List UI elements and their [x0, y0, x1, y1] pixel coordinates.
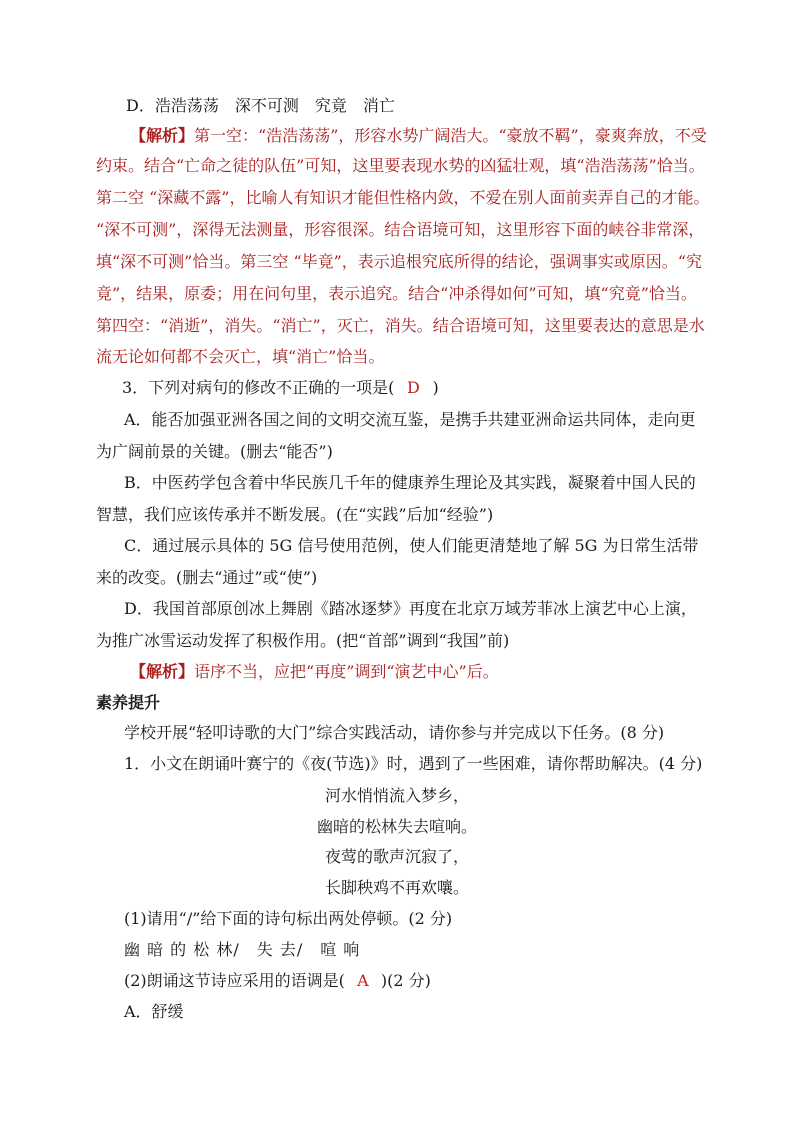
poem-line: 长脚秧鸡不再欢嚷。	[324, 878, 469, 897]
poem-line: 夜莺的歌声沉寂了，	[324, 847, 469, 866]
analysis-1-line: 约束。结合“亡命之徒的队伍”可知，这里要表现水势的凶猛壮观，填“浩浩荡荡”恰当。	[96, 156, 705, 175]
q3-option-a-cont: 为广阔前景的关键。(删去“能否”)	[96, 442, 333, 461]
poem-line: 幽暗的松林失去喧响。	[316, 817, 477, 836]
q3-analysis	[130, 661, 499, 683]
analysis-text: 第一空：“浩浩荡荡”，形容水势广阔浩大。“豪放不羁”，豪爽奔放，不受	[194, 126, 707, 145]
sub-question-2-option-a: A．舒缓	[124, 1002, 184, 1021]
analysis-1-line: “深不可测”，深得无法测量，形容很深。结合语境可知，这里形容下面的峡谷非常深，	[96, 220, 705, 239]
sub-question-1-answer: 幽 暗 的 松 林/ 失 去/ 喧 响	[124, 940, 361, 959]
q3-option-d-cont: 为推广冰雪运动发挥了积极作用。(把“首部”调到“我国”前)	[96, 631, 510, 650]
question-1-stem: 1．小文在朗诵叶赛宁的《夜(节选)》时，遇到了一些困难，请你帮助解决。(4 分)	[124, 754, 703, 773]
sub-question-2-answer: A	[357, 971, 369, 990]
sub-question-1: (1)请用“/”给下面的诗句标出两处停顿。(2 分)	[124, 909, 453, 928]
analysis-1-first-line	[130, 125, 707, 147]
question-3-answer: D	[407, 378, 420, 397]
activity-intro: 学校开展“轻叩诗歌的大门”综合实践活动，请你参与并完成以下任务。(8 分)	[124, 723, 665, 742]
q3-option-b: B．中医药学包含着中华民族几千年的健康养生理论及其实践，凝聚着中国人民的	[124, 473, 696, 492]
analysis-tag: 【解析】	[130, 662, 195, 681]
poem-line: 河水悄悄流入梦乡，	[324, 786, 469, 805]
analysis-1-line: 第二空 “深藏不露”，比喻人有知识才能但性格内敛，不爱在别人面前卖弄自己的才能。	[96, 188, 710, 207]
analysis-1-line: 流无论如何都不会灭亡，填“消亡”恰当。	[96, 347, 385, 366]
question-3-stem: 3．下列对病句的修改不正确的一项是( D )	[122, 378, 439, 397]
q3-option-a: A．能否加强亚洲各国之间的文明交流互鉴，是携手共建亚洲命运共同体，走向更	[124, 410, 696, 429]
section-title: 素养提升	[96, 693, 161, 712]
analysis-1-line: 竟”，结果，原委；用在问句里，表示追究。结合“冲杀得如何”可知，填“究竟”恰当。	[96, 284, 697, 303]
q3-option-c: C．通过展示具体的 5G 信号使用范例，使人们能更清楚地了解 5G 为日常生活带	[124, 536, 699, 555]
analysis-1-line: 填“深不可测”恰当。第三空 “毕竟”，表示追根究底所得的结论，强调事实或原因。“究	[96, 252, 702, 271]
q3-option-c-cont: 来的改变。(删去“通过”或“使”)	[96, 568, 318, 587]
q3-option-b-cont: 智慧，我们应该传承并不断发展。(在“实践”后加“经验”)	[96, 505, 494, 524]
q3-option-d: D．我国首部原创冰上舞剧《踏冰逐梦》再度在北京万域芳菲冰上演艺中心上演，	[124, 599, 697, 618]
analysis-1-line: 第四空：“消逝”，消失。“消亡”，灭亡，消失。结合语境可知，这里要表达的意思是水	[96, 316, 705, 335]
analysis-text: 语序不当，应把“再度”调到“演艺中心”后。	[194, 662, 499, 681]
option-d-previous-question: D．浩浩荡荡 深不可测 究竟 消亡	[126, 96, 395, 115]
sub-question-2: (2)朗诵这节诗应采用的语调是( A )(2 分)	[124, 971, 431, 990]
analysis-tag: 【解析】	[130, 126, 195, 145]
